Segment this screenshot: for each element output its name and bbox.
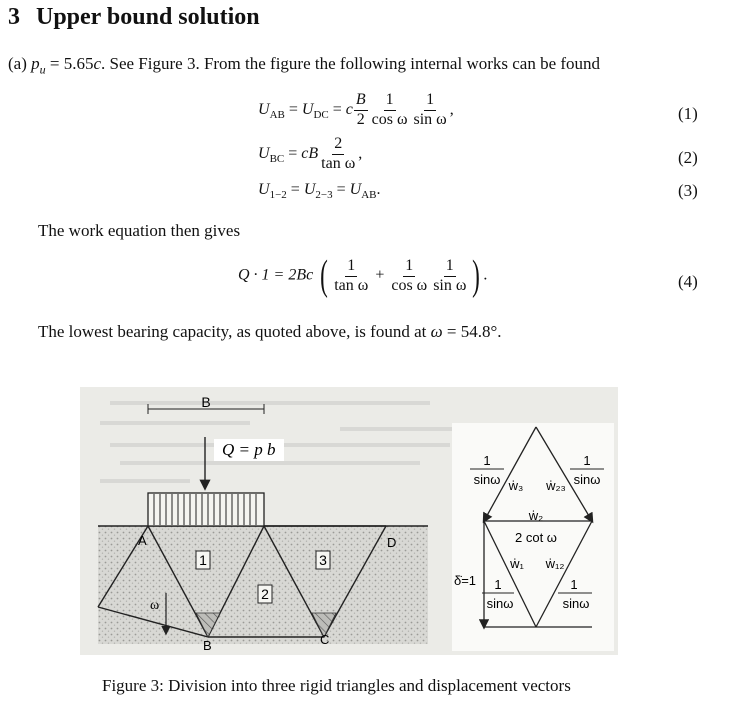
eq1-eq-a: = [288,100,298,118]
label-b-top: B [201,394,211,410]
equation-2-number: (2) [678,148,698,167]
eq4-f2-den: cos ω [391,276,428,294]
load-label: Q = p b [222,440,276,459]
v-one-left: 1 [483,453,491,468]
eq3-a: U [258,181,270,198]
tri-2-label: 2 [261,586,269,602]
eq2-u-sub: BC [269,153,285,166]
v-w12: ẇ₁₂ [545,556,565,571]
v-sin-bottom-right: sinω [562,596,590,611]
eq2-cb: cB [301,144,319,162]
eq3-a-sub: 1−2 [269,189,287,202]
pu-subscript: u [39,62,46,77]
v-delta: δ̇=1 [453,573,477,588]
label-b-bottom: B [203,638,212,653]
v-w3: ẇ₃ [508,478,524,493]
eq4-frac-sin [431,258,468,295]
eq1-eq-b: = [332,100,342,118]
v-w2: ẇ₂ [528,508,544,523]
section-heading [8,4,260,31]
eq4-f2-num: 1 [403,258,415,277]
item-label: (a) [8,54,27,73]
bearing-capacity-text [38,322,502,342]
bearing-text: The lowest bearing capacity, as quoted above, is found at [38,322,431,341]
eq4-tail: . [483,266,488,284]
eq4-plus: + [375,266,385,284]
eq1-u1: U [258,100,270,118]
label-omega: ω [150,598,160,613]
eq1-tail: , [449,100,454,118]
work-equation-text: The work equation then gives [38,221,241,240]
intro-line [8,54,600,77]
eq1-u2: U [301,100,314,118]
v-sin-right: sinω [573,472,601,487]
eq1-f2-num: 1 [384,92,396,111]
eq4-frac-cos [389,258,429,295]
figure-svg [80,387,618,655]
eq2-num: 2 [332,136,344,155]
eq4-right-paren: ) [472,253,481,299]
eq1-frac-b [354,92,368,129]
eq1-u1-sub: AB [269,109,285,122]
section-title: Upper bound solution [36,4,260,30]
pu-value: = 5.65 [49,54,94,73]
figure-caption: Figure 3: Division into three rigid triangles and displacement vectors [102,676,571,695]
pu-symbol: p [31,54,40,73]
eq4-frac-tan [332,258,370,295]
eq1-frac-sin [412,92,449,129]
eq4-f3-num: 1 [444,258,456,277]
eq1-u2-sub: DC [313,109,329,122]
eq3-c-sub: AB [361,189,377,202]
eq4-f3-den: sin ω [433,276,467,294]
equation-4 [238,255,487,297]
eq2-den: tan ω [321,154,356,172]
eq1-f3-den: sin ω [413,110,447,128]
equation-4-number: (4) [678,272,698,291]
eq3-b-sub: 2−3 [315,189,333,202]
bearing-value: = 54.8°. [442,322,502,341]
label-c: C [320,632,330,647]
eq4-f1-num: 1 [345,258,357,277]
equation-3 [258,181,380,201]
eq3-c: U [349,181,362,198]
eq2-frac [319,136,357,173]
eq2-u: U [258,144,270,162]
equation-3-number: (3) [678,181,698,200]
eq4-f1-den: tan ω [334,276,369,294]
v-2cot: 2 cot ω [515,530,557,545]
label-a: A [138,533,147,548]
v-sin-left: sinω [473,472,501,487]
v-one-bottom-left: 1 [494,577,502,592]
v-w1: ẇ₁ [510,556,524,571]
tri-1-label: 1 [199,552,207,568]
eq3-b: U [303,181,316,198]
eq2-tail: , [358,144,363,162]
v-one-bottom-right: 1 [570,577,578,592]
eq1-c: c [345,100,353,118]
eq1-f2-den: cos ω [371,110,408,128]
section-number: 3 [8,4,20,30]
pu-c: c [93,54,102,73]
label-d: D [387,535,397,550]
eq1-f3-num: 1 [424,92,436,111]
eq4-lhs: Q · 1 = 2Bc [238,266,314,284]
eq3-eq-b: = [336,181,346,198]
v-one-right: 1 [583,453,591,468]
eq1-f1-num: B [354,92,368,111]
equation-1 [258,92,454,129]
eq1-f1-den: 2 [356,110,365,128]
eq3-tail: . [376,181,381,198]
footing [148,493,264,526]
v-sin-bottom-left: sinω [486,596,514,611]
figure-3 [80,387,618,655]
equation-1-number: (1) [678,104,698,123]
equation-2 [258,136,362,173]
eq3-eq-a: = [290,181,300,198]
bearing-omega: ω [430,322,443,341]
eq2-eq: = [288,144,298,162]
v-w23: ẇ₂₃ [546,478,566,493]
intro-text: . See Figure 3. From the figure the following internal works can be found [101,54,601,73]
tri-3-label: 3 [319,552,327,568]
eq4-left-paren: ( [320,253,329,299]
eq1-frac-cos [370,92,410,129]
